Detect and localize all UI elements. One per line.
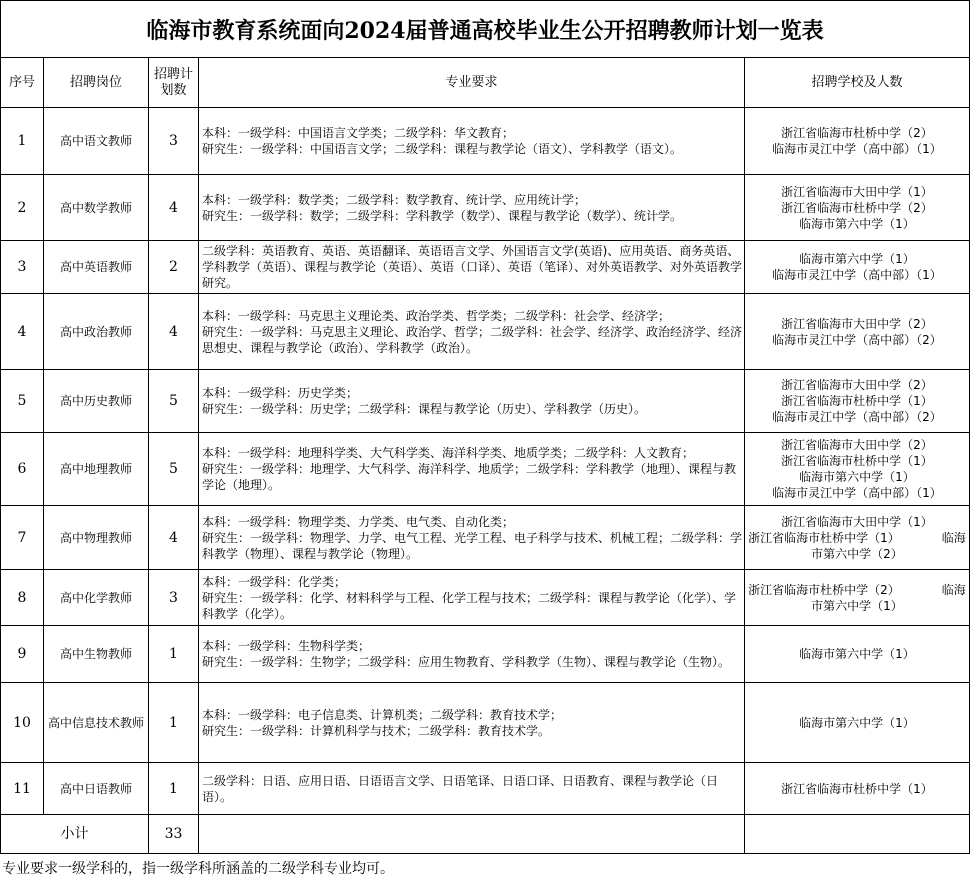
school-entry: 浙江省临海市杜桥中学（1） (781, 781, 933, 796)
school-list (745, 433, 970, 506)
table-row (1, 370, 970, 433)
school-entry: 浙江省临海市杜桥中学（1） 临海市第六中学（2） (748, 530, 966, 561)
table-row (1, 241, 970, 294)
post-name: 高中语文教师 (44, 108, 149, 175)
row-number: 4 (1, 294, 44, 370)
school-list (745, 175, 970, 241)
requirement-line: 研究生：一级学科：物理学、力学、电气工程、光学工程、电子科学与技术、机械工程；二级学科：学科教学（物理）、课程与教学论（物理）。 (202, 530, 743, 561)
school-entry: 浙江省临海市杜桥中学（2） 临海市第六中学（1） (748, 582, 966, 613)
school-list (745, 241, 970, 294)
row-number: 2 (1, 175, 44, 241)
row-number: 5 (1, 370, 44, 433)
requirement-line: 本科：一级学科：化学类； (202, 574, 347, 589)
header-count-line2: 划数 (160, 82, 187, 98)
row-number: 10 (1, 683, 44, 763)
table-row (1, 683, 970, 763)
post-name: 高中化学教师 (44, 570, 149, 626)
hire-count: 5 (149, 370, 199, 433)
hire-count: 4 (149, 175, 199, 241)
hire-count: 4 (149, 506, 199, 570)
requirement-line: 二级学科：日语、应用日语、日语语言文学、日语笔译、日语口译、日语教育、课程与教学论（日语）。 (202, 773, 719, 804)
footnote: 专业要求一级学科的，指一级学科所涵盖的二级学科专业均可。 (2, 861, 394, 877)
school-entry: 浙江省临海市杜桥中学（1） (781, 454, 933, 468)
row-number: 11 (1, 763, 44, 815)
requirement-line: 本科：一级学科：中国语言文学类；二级学科：华文教育； (202, 126, 515, 140)
requirement-line: 研究生：一级学科：中国语言文学；二级学科：课程与教学论（语文）、学科教学（语文）。 (202, 142, 683, 156)
school-entry: 临海市灵江中学（高中部）（1） (772, 142, 942, 156)
requirement-line: 研究生：一级学科：历史学；二级学科：课程与教学论（历史）、学科教学（历史）。 (202, 402, 647, 416)
school-list (745, 108, 970, 175)
row-number: 1 (1, 108, 44, 175)
header-count-line1: 招聘计 (153, 66, 193, 82)
requirement-line: 研究生：一级学科：计算机科学与技术；二级学科：教育技术学。 (202, 723, 551, 738)
requirement-line: 本科：一级学科：历史学类； (202, 386, 359, 400)
school-entry: 浙江省临海市大田中学（1） (781, 184, 933, 199)
major-requirements (199, 506, 745, 570)
hire-count: 3 (149, 108, 199, 175)
header-schools: 招聘学校及人数 (745, 58, 970, 108)
school-list (745, 763, 970, 815)
school-entry: 浙江省临海市大田中学（2） (781, 378, 933, 392)
row-number: 9 (1, 626, 44, 683)
school-entry: 浙江省临海市大田中学（2） (781, 438, 933, 452)
table-row (1, 108, 970, 175)
header-count (149, 58, 199, 108)
row-number: 3 (1, 241, 44, 294)
major-requirements (199, 683, 745, 763)
hire-count: 1 (149, 763, 199, 815)
post-name: 高中生物教师 (44, 626, 149, 683)
post-name: 高中日语教师 (44, 763, 149, 815)
table-row (1, 433, 970, 506)
post-name: 高中英语教师 (44, 241, 149, 294)
school-entry: 临海市第六中学（1） (799, 252, 915, 266)
school-entry: 临海市灵江中学（高中部）（2） (772, 332, 942, 347)
school-entry: 浙江省临海市杜桥中学（2） (781, 200, 933, 215)
major-requirements (199, 570, 745, 626)
school-list (745, 370, 970, 433)
table-row (1, 175, 970, 241)
table-row (1, 570, 970, 626)
major-requirements (199, 370, 745, 433)
school-entry: 浙江省临海市大田中学（2） (781, 316, 933, 331)
row-number: 8 (1, 570, 44, 626)
subtotal-empty-schools (745, 815, 970, 854)
table-row (1, 626, 970, 683)
school-list (745, 570, 970, 626)
post-name: 高中信息技术教师 (44, 683, 149, 763)
school-entry: 临海市第六中学（1） (799, 715, 915, 730)
post-name: 高中地理教师 (44, 433, 149, 506)
school-entry: 浙江省临海市杜桥中学（1） (781, 394, 933, 408)
major-requirements (199, 108, 745, 175)
header-no: 序号 (1, 58, 44, 108)
header-requirements: 专业要求 (199, 58, 745, 108)
school-entry: 临海市灵江中学（高中部）（1） (772, 268, 942, 282)
hire-count: 2 (149, 241, 199, 294)
requirement-line: 本科：一级学科：马克思主义理论类、政治学类、哲学类；二级学科：社会学、经济学； (202, 308, 671, 323)
major-requirements (199, 626, 745, 683)
post-name: 高中历史教师 (44, 370, 149, 433)
major-requirements (199, 241, 745, 294)
recruitment-table (0, 57, 970, 854)
school-entry: 临海市第六中学（1） (799, 470, 915, 484)
table-row (1, 763, 970, 815)
hire-count: 4 (149, 294, 199, 370)
post-name: 高中数学教师 (44, 175, 149, 241)
school-entry: 临海市灵江中学（高中部）（1） (772, 486, 942, 500)
hire-count: 1 (149, 626, 199, 683)
major-requirements (199, 294, 745, 370)
hire-count: 5 (149, 433, 199, 506)
hire-count: 1 (149, 683, 199, 763)
requirement-line: 研究生：一级学科：数学；二级学科：学科教学（数学）、课程与教学论（数学）、统计学。 (202, 208, 683, 223)
row-number: 6 (1, 433, 44, 506)
school-list (745, 683, 970, 763)
school-entry: 浙江省临海市大田中学（1） (781, 514, 933, 529)
requirement-line: 二级学科：英语教育、英语、英语翻译、英语语言文学、外国语言文学(英语)、应用英语、商务英语、学科教学（英语）、课程与教学论（英语）、英语（口译）、英语（笔译）、对外英语教学、对外英语教学研究。 (202, 244, 743, 290)
school-list (745, 294, 970, 370)
page-title: 临海市教育系统面向2024届普通高校毕业生公开招聘教师计划一览表 (0, 0, 970, 58)
subtotal-label: 小计 (1, 815, 149, 854)
row-number: 7 (1, 506, 44, 570)
requirement-line: 研究生：一级学科：马克思主义理论、政治学、哲学；二级学科：社会学、经济学、政治经济学、经济思想史、课程与教学论（政治）、学科教学（政治）。 (202, 324, 743, 355)
requirement-line: 研究生：一级学科：化学、材料科学与工程、化学工程与技术；二级学科：课程与教学论（化学）、学科教学（化学）。 (202, 590, 737, 621)
subtotal-empty-req (199, 815, 745, 854)
school-entry: 临海市灵江中学（高中部）（2） (772, 410, 942, 424)
school-list (745, 506, 970, 570)
table-row (1, 294, 970, 370)
post-name: 高中物理教师 (44, 506, 149, 570)
requirement-line: 研究生：一级学科：地理学、大气科学、海洋科学、地质学；二级学科：学科教学（地理）、课程与教学论（地理）。 (202, 462, 737, 492)
post-name: 高中政治教师 (44, 294, 149, 370)
requirement-line: 本科：一级学科：生物科学类； (202, 639, 371, 653)
subtotal-row (1, 815, 970, 854)
school-entry: 临海市第六中学（1） (799, 216, 915, 231)
requirement-line: 本科：一级学科：电子信息类、计算机类；二级学科：教育技术学； (202, 707, 563, 722)
school-list (745, 626, 970, 683)
table-row (1, 506, 970, 570)
school-entry: 浙江省临海市杜桥中学（2） (781, 126, 933, 140)
subtotal-count: 33 (149, 815, 199, 854)
header-post: 招聘岗位 (44, 58, 149, 108)
hire-count: 3 (149, 570, 199, 626)
requirement-line: 研究生：一级学科：生物学；二级学科：应用生物教育、学科教学（生物）、课程与教学论（生物）。 (202, 655, 731, 669)
major-requirements (199, 175, 745, 241)
major-requirements (199, 433, 745, 506)
header-row (1, 58, 970, 108)
requirement-line: 本科：一级学科：物理学类、力学类、电气类、自动化类； (202, 514, 515, 529)
school-entry: 临海市第六中学（1） (799, 647, 915, 661)
requirement-line: 本科：一级学科：数学类；二级学科：数学教育、统计学、应用统计学； (202, 192, 587, 207)
major-requirements (199, 763, 745, 815)
requirement-line: 本科：一级学科：地理科学类、大气科学类、海洋科学类、地质学类；二级学科：人文教育； (202, 446, 695, 460)
